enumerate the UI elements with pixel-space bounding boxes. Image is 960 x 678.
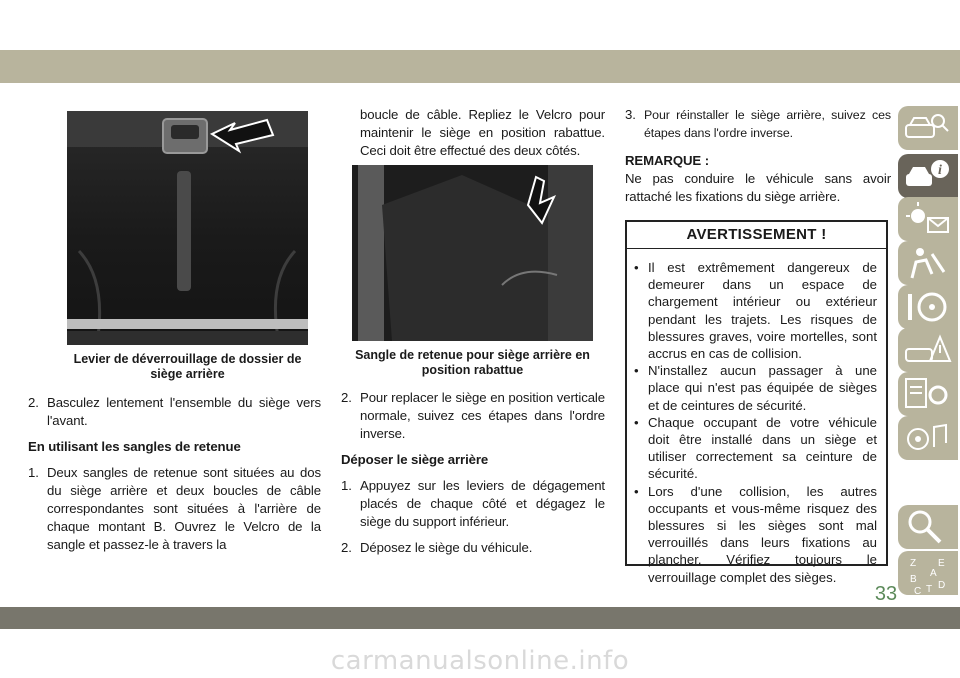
list-item bbox=[28, 394, 321, 430]
tab-safety[interactable] bbox=[898, 241, 958, 285]
bullet: • bbox=[634, 363, 639, 379]
column-2-lower bbox=[341, 389, 605, 557]
tab-search[interactable] bbox=[898, 505, 958, 549]
list-text: Pour replacer le siège en position verticale normale, suivez ces étapes dans l'ordre inverse. bbox=[360, 390, 605, 441]
warning-light-icon bbox=[902, 200, 954, 238]
list-item bbox=[341, 477, 605, 531]
seat-release-lever-photo bbox=[67, 111, 308, 345]
list-item bbox=[28, 464, 321, 554]
svg-text:T: T bbox=[926, 584, 933, 595]
top-band bbox=[0, 50, 960, 83]
svg-text:E: E bbox=[938, 558, 945, 569]
list-number: 2. bbox=[341, 540, 352, 555]
bottom-band bbox=[0, 607, 960, 629]
list-number: 1. bbox=[341, 478, 352, 493]
list-number: 2. bbox=[28, 395, 39, 410]
list-item bbox=[625, 106, 891, 142]
warning-item-text: Lors d'une collision, les autres occupants et vous-même risquez des blessures si les sièges sont mal verrouillés dans leurs fixations au plancher. Vérifiez toujours le verrouillage complet des sièges. bbox=[648, 483, 877, 585]
figure-caption-release-lever: Levier de déverrouillage de dossier de siège arrière bbox=[73, 352, 302, 381]
list-text: Déposez le siège du véhicule. bbox=[360, 540, 533, 555]
warning-item-text: N'installez aucun passager à une place qui n'est pas équipée de sièges et de ceintures de sécurité. bbox=[648, 363, 877, 413]
airbag-person-icon bbox=[902, 244, 954, 282]
tab-warning-lights[interactable] bbox=[898, 197, 958, 241]
svg-text:B: B bbox=[910, 574, 917, 585]
list-text: Appuyez sur les leviers de dégagement placés de chaque côté et dégagez le siège du support inférieur. bbox=[360, 478, 605, 529]
subheading-straps: En utilisant les sangles de retenue bbox=[28, 439, 241, 454]
list-text: Basculez lentement l'ensemble du siège vers l'avant. bbox=[47, 395, 321, 428]
car-info-icon bbox=[902, 157, 954, 195]
steering-wheel-icon bbox=[902, 288, 954, 326]
column-1 bbox=[28, 394, 321, 554]
column-2 bbox=[341, 106, 605, 160]
list-number: 3. bbox=[625, 107, 636, 122]
tab-driving[interactable] bbox=[898, 285, 958, 329]
tab-car-info[interactable] bbox=[898, 154, 958, 198]
list-item bbox=[341, 539, 605, 557]
figure-caption-strap: Sangle de retenue pour siège arrière en position rabattue bbox=[355, 348, 590, 377]
seat-strap-photo bbox=[352, 165, 593, 341]
warning-item-text: Il est extrêmement dangereux de demeurer dans un espace de chargement intérieur ou extérieur pendant les trajets. Les risques de blessures graves, voire mortelles, sont accrus en cas de collision. bbox=[648, 260, 877, 362]
column-3 bbox=[625, 106, 891, 206]
warning-item bbox=[634, 362, 877, 414]
watermark: carmanualsonline.info bbox=[330, 646, 630, 676]
list-text: Deux sangles de retenue sont situées au dos du siège arrière et deux boucles de câble correspondantes sont situées à l'arrière de chaque montant B. Ouvrez le Velcro de la sangle et passez-le à travers la bbox=[47, 465, 321, 552]
warning-item bbox=[634, 483, 877, 586]
tab-emergency[interactable] bbox=[898, 328, 958, 372]
page-number: 33 bbox=[874, 583, 898, 605]
list-text: Pour réinstaller le siège arrière, suivez ces étapes dans l'ordre inverse. bbox=[644, 108, 891, 140]
search-icon bbox=[902, 508, 954, 546]
paragraph-continuation: boucle de câble. Repliez le Velcro pour maintenir le siège en position rabattue. Ceci doit être effectué des deux côtés. bbox=[360, 107, 605, 158]
list-item bbox=[341, 389, 605, 443]
svg-text:D: D bbox=[938, 580, 946, 591]
warning-box bbox=[625, 220, 888, 585]
svg-text:A: A bbox=[930, 568, 937, 579]
subheading-remove-seat: Déposer le siège arrière bbox=[341, 452, 489, 467]
tab-car-search[interactable] bbox=[898, 106, 958, 150]
bullet: • bbox=[634, 483, 639, 499]
car-search-icon bbox=[902, 109, 954, 147]
alphabet-index-icon bbox=[902, 554, 954, 598]
list-number: 2. bbox=[341, 390, 352, 405]
warning-list bbox=[627, 249, 886, 586]
tab-index[interactable] bbox=[898, 551, 958, 595]
warning-item bbox=[634, 259, 877, 362]
tab-maintenance[interactable] bbox=[898, 372, 958, 416]
bullet: • bbox=[634, 260, 639, 275]
list-number: 1. bbox=[28, 465, 39, 480]
warning-item bbox=[634, 414, 877, 483]
multimedia-icon bbox=[902, 419, 954, 457]
warning-title: AVERTISSEMENT ! bbox=[627, 222, 886, 249]
maintenance-gear-icon bbox=[902, 375, 954, 413]
car-breakdown-icon bbox=[902, 331, 954, 369]
tab-multimedia[interactable] bbox=[898, 416, 958, 460]
svg-text:Z: Z bbox=[910, 558, 917, 569]
remark-text: Ne pas conduire le véhicule sans avoir rattaché les fixations du siège arrière. bbox=[625, 171, 891, 204]
warning-item-text: Chaque occupant de votre véhicule doit être installé dans un siège et utiliser correctement sa ceinture de sécurité. bbox=[648, 414, 877, 482]
bullet: • bbox=[634, 414, 639, 430]
svg-text:i: i bbox=[938, 163, 942, 178]
svg-text:C: C bbox=[914, 586, 922, 597]
remark-label: REMARQUE : bbox=[625, 153, 709, 168]
